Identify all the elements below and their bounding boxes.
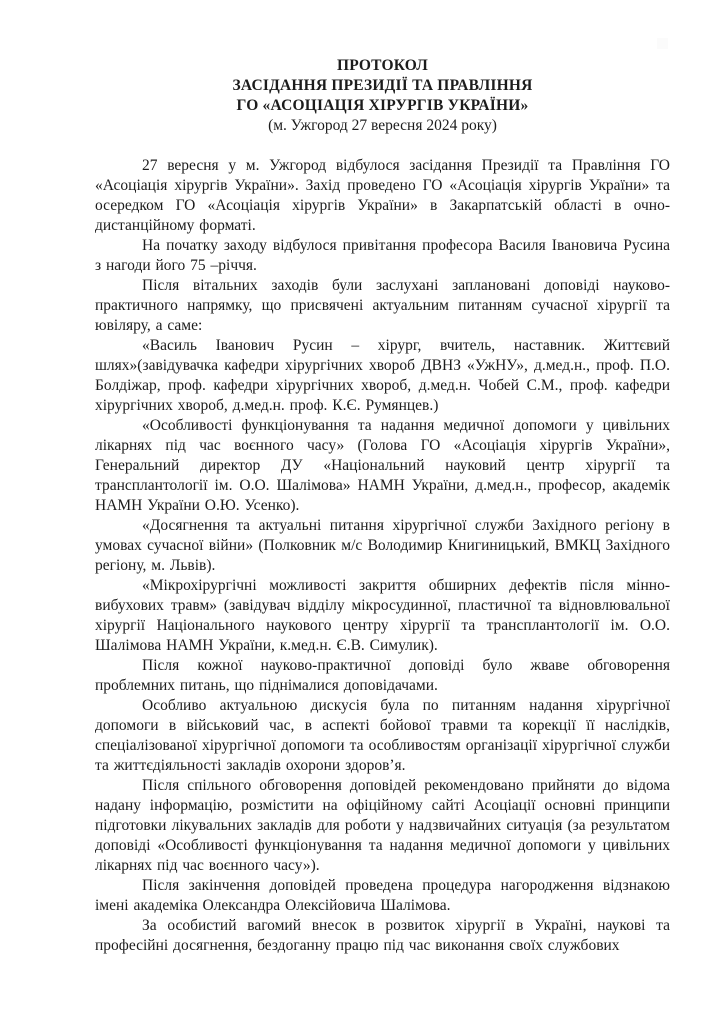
paragraph-report-knyhynytskyi: «Досягнення та актуальні питання хірургічної служби Західного регіону в умовах сучасної війни» (Полковник м/с Володимир Книгиницький, ВМКЦ Західного регіону, м. Львів). bbox=[95, 517, 670, 574]
title-line-place-date: (м. Ужгород 27 вересня 2024 року) bbox=[268, 117, 497, 134]
title-line-protocol: ПРОТОКОЛ bbox=[337, 57, 428, 74]
paragraph-award-ceremony: Після закінчення доповідей проведена процедура нагородження відзнакою імені академіка Олександра Олексійовича Шалімова. bbox=[95, 877, 670, 914]
paragraph-recommendations: Після спільного обговорення доповідей рекомендовано прийняти до відома надану інформацію, розмістити на офіційному сайті Асоціації основні принципи підготовки лікувальних закладів для роботи у надзвичайних ситуація (за результатом доповіді «Особливості функціонування та надання медичної допомоги у цивільних лікарнях під час воєнного часу»). bbox=[95, 777, 670, 874]
paragraph-report-symulyk: «Мікрохірургічні можливості закриття обширних дефектів після мінно-вибухових травм» (завідувач відділу мікросудинної, пластичної та відновлювальної хірургії Національного наукового центру хірургії та трансплантології ім. О.О. Шалімова НАМН України, к.мед.н. Є.В. Симулик). bbox=[95, 577, 670, 654]
paragraph-reports-intro: Після вітальних заходів були заслухані заплановані доповіді науково-практичного напрямку, що присвячені актуальним питанням сучасної хірургії та ювіляру, а саме: bbox=[95, 277, 670, 334]
paragraph-greeting: На початку заходу відбулося привітання професора Василя Івановича Русина з нагоди його 75 –річчя. bbox=[95, 237, 670, 274]
title-line-meeting: ЗАСІДАННЯ ПРЕЗИДІЇ ТА ПРАВЛІННЯ bbox=[232, 77, 533, 94]
scan-artifact bbox=[657, 38, 668, 49]
document-title-block bbox=[95, 56, 670, 136]
document-body bbox=[95, 156, 670, 956]
paragraph-discussion: Після кожної науково-практичної доповіді було жваве обговорення проблемних питань, що піднімалися доповідачами. bbox=[95, 657, 670, 694]
paragraph-intro: 27 вересня у м. Ужгород відбулося засідання Президії та Правління ГО «Асоціація хірургів України». Захід проведено ГО «Асоціація хірургів України» та осередком ГО «Асоціація хірургів України» в Закарпатській області в очно-дистанційному форматі. bbox=[95, 157, 670, 234]
paragraph-report-rusyn: «Василь Іванович Русин – хірург, вчитель, наставник. Життєвий шлях»(завідувачка кафедри хірургічних хвороб ДВНЗ «УжНУ», д.мед.н., проф. П.О. Болдіжар, проф. кафедри хірургічних хвороб, д.мед.н. Чобей С.М., проф. кафедри хірургічних хвороб, д.мед.н. проф. К.Є. Румянцев.) bbox=[95, 337, 670, 414]
paragraph-award-merit: За особистий вагомий внесок в розвиток хірургії в Україні, наукові та професійні досягнення, бездоганну працю під час виконання своїх службових bbox=[95, 917, 670, 954]
paragraph-report-usenko: «Особливості функціонування та надання медичної допомоги у цивільних лікарнях під час воєнного часу» (Голова ГО «Асоціація хірургів України», Генеральний директор ДУ «Національний науковий центр хірургії та трансплантології ім. О.О. Шалімова» НАМН України, д.мед.н., професор, академік НАМН України О.Ю. Усенко). bbox=[95, 417, 670, 514]
paragraph-discussion-topics: Особливо актуальною дискусія була по питанням надання хірургічної допомоги в військовий час, в аспекті бойової травми та корекції її наслідків, спеціалізованої хірургічної допомоги та особливостям організації хірургічної служби та життєдіяльності закладів охорони здоров’я. bbox=[95, 697, 670, 774]
title-line-association: ГО «АСОЦІАЦІЯ ХІРУРГІВ УКРАЇНИ» bbox=[236, 97, 529, 114]
